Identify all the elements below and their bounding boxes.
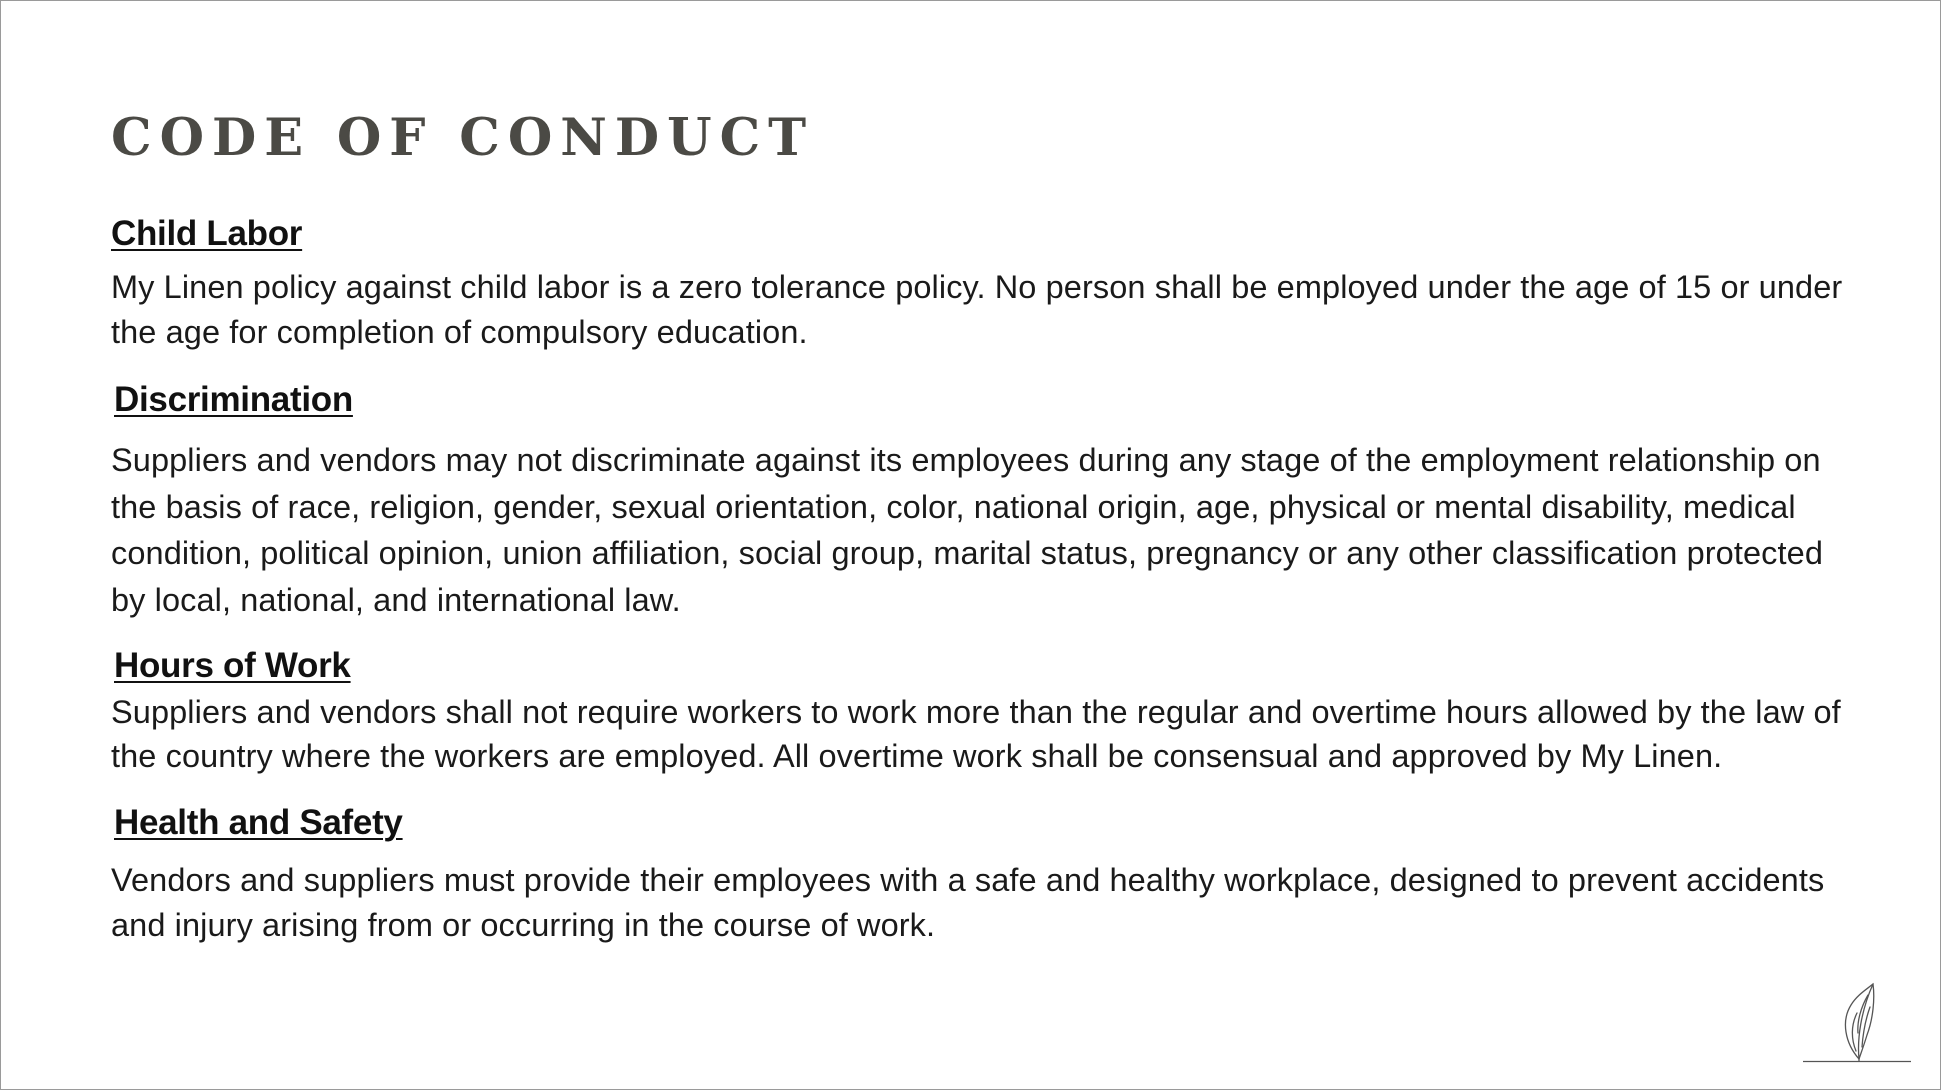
section-heading-child-labor: Child Labor <box>111 214 303 253</box>
page-title: CODE OF CONDUCT <box>111 108 815 168</box>
section-body-hours-of-work: Suppliers and vendors shall not require workers to work more than the regular and overtime hours allowed by the law of the country where the workers are employed. All overtime work shall be consensual and approved by My Linen. <box>111 694 1841 774</box>
section-heading-health-and-safety: Health and Safety <box>114 803 403 842</box>
section-body-child-labor: My Linen policy against child labor is a zero tolerance policy. No person shall be employed under the age of 15 or under the age for completion of compulsory education. <box>111 269 1843 350</box>
content-area <box>111 104 1851 948</box>
section-body-discrimination: Suppliers and vendors may not discriminate against its employees during any stage of the employment relationship on the basis of race, religion, gender, sexual orientation, color, national origin, age, physical or mental disability, medical condition, political opinion, union affiliation, social group, marital status, pregnancy or any other classification protected by local, national, and international law. <box>111 442 1823 618</box>
section-heading-hours-of-work: Hours of Work <box>114 646 351 685</box>
section-heading-discrimination: Discrimination <box>114 380 353 419</box>
leaf-icon <box>1801 981 1913 1063</box>
section-body-health-and-safety: Vendors and suppliers must provide their employees with a safe and healthy workplace, designed to prevent accidents and injury arising from or occurring in the course of work. <box>111 862 1825 943</box>
